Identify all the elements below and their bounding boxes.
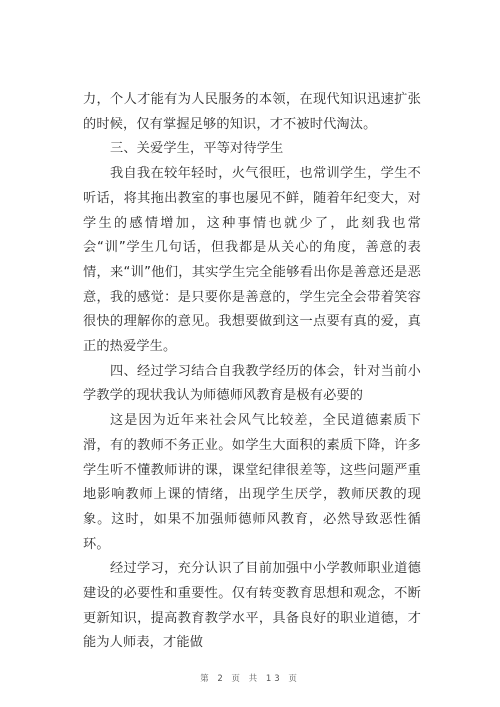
paragraph-4: 经过学习，充分认识了目前加强中小学教师职业道德建设的必要性和重要性。仅有转变教育思想和观念，不断更新知识，提高教育教学水平，具备良好的职业道德，才能为人师表，才能做 — [83, 561, 421, 651]
paragraph-2: 我自我在较年轻时，火气很旺，也常训学生，学生不听话，将其拖出教室的事也屡见不鲜，随着年纪变大，对学生的感情增加，这种事情也就少了，此刻我也常会“训”学生几句话，但我都是从关心的角度，善意的表情，来“训”他们，其实学生完全能够看出你是善意还是恶意，我的感觉：是只要你是善意的，学生完全会带着笑容很快的理解你的意见。我想要做到这一点要有真的爱，真正的热爱学生。 — [83, 166, 421, 355]
section-heading-4: 四、经过学习结合自我教学经历的体会，针对当前小学教学的现状我认为师德师风教育是极有必要的 — [83, 363, 421, 404]
paragraph-3: 这是因为近年来社会风气比较差，全民道德素质下滑，有的教师不务正业。如学生大面积的素质下降，许多学生听不懂教师讲的课，课堂纪律很差等，这些问题严重地影响教师上课的情绪，出现学生厌学，教师厌教的现象。这时，如果不加强师德师风教育，必然导致恶性循环。 — [83, 413, 421, 552]
paragraph-1: 力，个人才能有为人民服务的本领，在现代知识迅速扩张的时候，仅有掌握足够的知识，才不被时代淘汰。 — [83, 92, 421, 132]
document-body — [83, 88, 421, 656]
section-heading-3: 三、关爱学生，平等对待学生 — [110, 141, 284, 157]
page-number-footer: 第 2 页 共 13 页 — [200, 674, 300, 684]
